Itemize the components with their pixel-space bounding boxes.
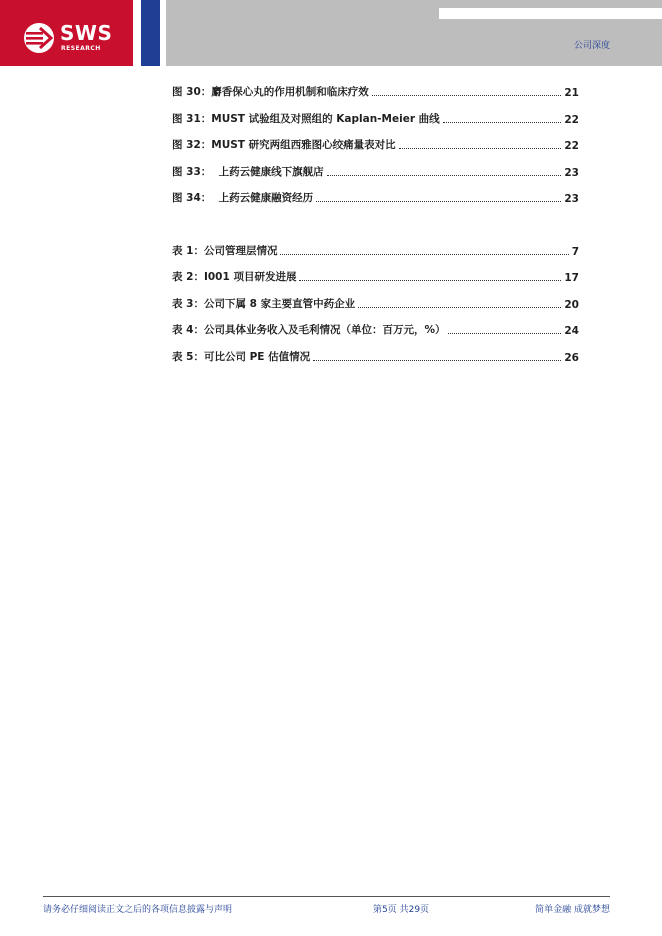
toc-entry-page: 24 <box>564 325 579 337</box>
toc-entry-page: 22 <box>564 140 579 152</box>
header-blue-bar <box>141 0 160 66</box>
toc-entry-figure-32[interactable] <box>172 136 579 152</box>
toc-entry-label: 表 4：公司具体业务收入及毛利情况（单位：百万元，%） <box>172 324 446 336</box>
toc-entry-label: 表 1：公司管理层情况 <box>172 245 278 257</box>
toc-entry-table-1[interactable] <box>172 242 579 258</box>
toc-entry-label: 图 34： 上药云健康融资经历 <box>172 192 314 204</box>
toc-entry-figure-31[interactable] <box>172 110 579 126</box>
footer-page-number: 第5页 共29页 <box>373 905 430 915</box>
toc-entry-label: 表 3：公司下属 8 家主要直管中药企业 <box>172 298 356 310</box>
toc-entry-page: 17 <box>564 272 579 284</box>
toc-entry-table-3[interactable] <box>172 295 579 311</box>
leader-dots <box>299 280 561 281</box>
leader-dots <box>448 333 561 334</box>
header-notch <box>439 8 662 19</box>
logo-subtext: RESEARCH <box>61 45 101 52</box>
toc-entry-page: 21 <box>564 87 579 99</box>
toc-entry-label: 图 33： 上药云健康线下旗舰店 <box>172 166 324 178</box>
header-divider <box>133 0 141 66</box>
report-category: 公司深度 <box>573 41 610 51</box>
leader-dots <box>358 307 561 308</box>
toc-entry-label: 表 2：I001 项目研发进展 <box>172 271 297 283</box>
leader-dots <box>280 254 568 255</box>
toc-entry-page: 23 <box>564 193 579 205</box>
toc-entry-page: 7 <box>571 246 579 258</box>
leader-dots <box>327 175 562 176</box>
toc-entry-figure-34[interactable] <box>172 189 579 205</box>
toc-entry-figure-30[interactable] <box>172 83 579 99</box>
toc-entry-table-4[interactable] <box>172 321 579 337</box>
toc-entry-table-2[interactable] <box>172 268 579 284</box>
sws-logo-icon <box>23 22 55 54</box>
leader-dots <box>372 95 562 96</box>
toc-entry-page: 20 <box>564 299 579 311</box>
toc-entry-label: 图 30：麝香保心丸的作用机制和临床疗效 <box>172 86 369 98</box>
leader-dots <box>313 360 561 361</box>
toc-entry-table-5[interactable] <box>172 348 579 364</box>
footer-disclaimer[interactable]: 请务必仔细阅读正文之后的各项信息披露与声明 <box>43 905 233 915</box>
toc-entry-page: 26 <box>564 352 579 364</box>
footer-slogan: 简单金融 成就梦想 <box>535 905 610 915</box>
toc-entry-page: 22 <box>564 114 579 126</box>
logo-wordmark: SWS <box>60 21 113 45</box>
footer-rule <box>43 896 610 897</box>
toc-entry-page: 23 <box>564 167 579 179</box>
leader-dots <box>316 201 561 202</box>
leader-dots <box>399 148 562 149</box>
leader-dots <box>443 122 562 123</box>
toc-entry-label: 表 5：可比公司 PE 估值情况 <box>172 351 311 363</box>
toc-entry-figure-33[interactable] <box>172 163 579 179</box>
toc-entry-label: 图 31：MUST 试验组及对照组的 Kaplan-Meier 曲线 <box>172 113 440 125</box>
toc-entry-label: 图 32：MUST 研究两组西雅图心绞痛量表对比 <box>172 139 396 151</box>
